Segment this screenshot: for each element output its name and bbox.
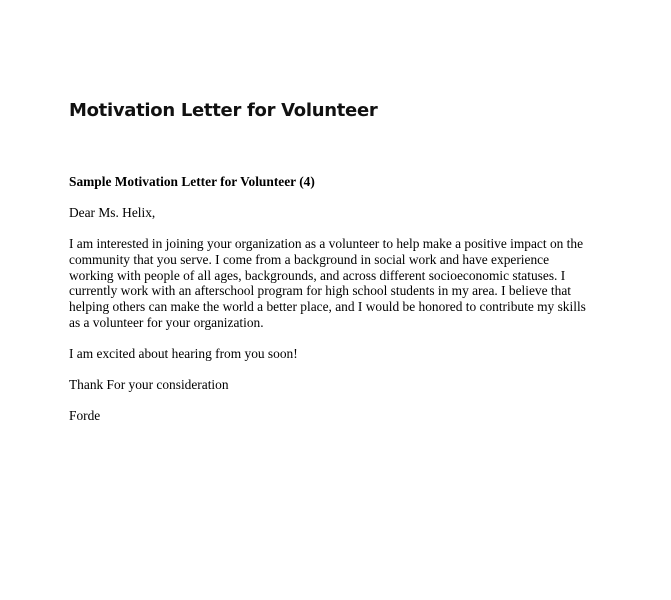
paragraph-line: helping others can make the world a better place, and I would be honored to contribute my skills [69,299,586,315]
paragraph-line: working with people of all ages, backgrounds, and across different socioeconomic statuses. I [69,267,566,283]
letter-closing-paragraph: I am excited about hearing from you soon! [69,345,298,361]
letter-signature: Forde [69,407,101,423]
letter-sign-off: Thank For your consideration [69,376,229,392]
letter-subject: Sample Motivation Letter for Volunteer (4) [69,174,315,189]
paragraph-line: as a volunteer for your organization. [69,314,264,330]
page-title: Motivation Letter for Volunteer [69,100,378,121]
letter-main-paragraph [69,236,609,331]
paragraph-line: community that you serve. I come from a background in social work and have experience [69,251,550,267]
letter-salutation: Dear Ms. Helix, [69,204,156,220]
paragraph-line: I am interested in joining your organization as a volunteer to help make a positive impact on the [69,235,584,251]
letter-body [69,174,609,439]
paragraph-line: currently work with an afterschool program for high school students in my area. I believe that [69,283,571,299]
